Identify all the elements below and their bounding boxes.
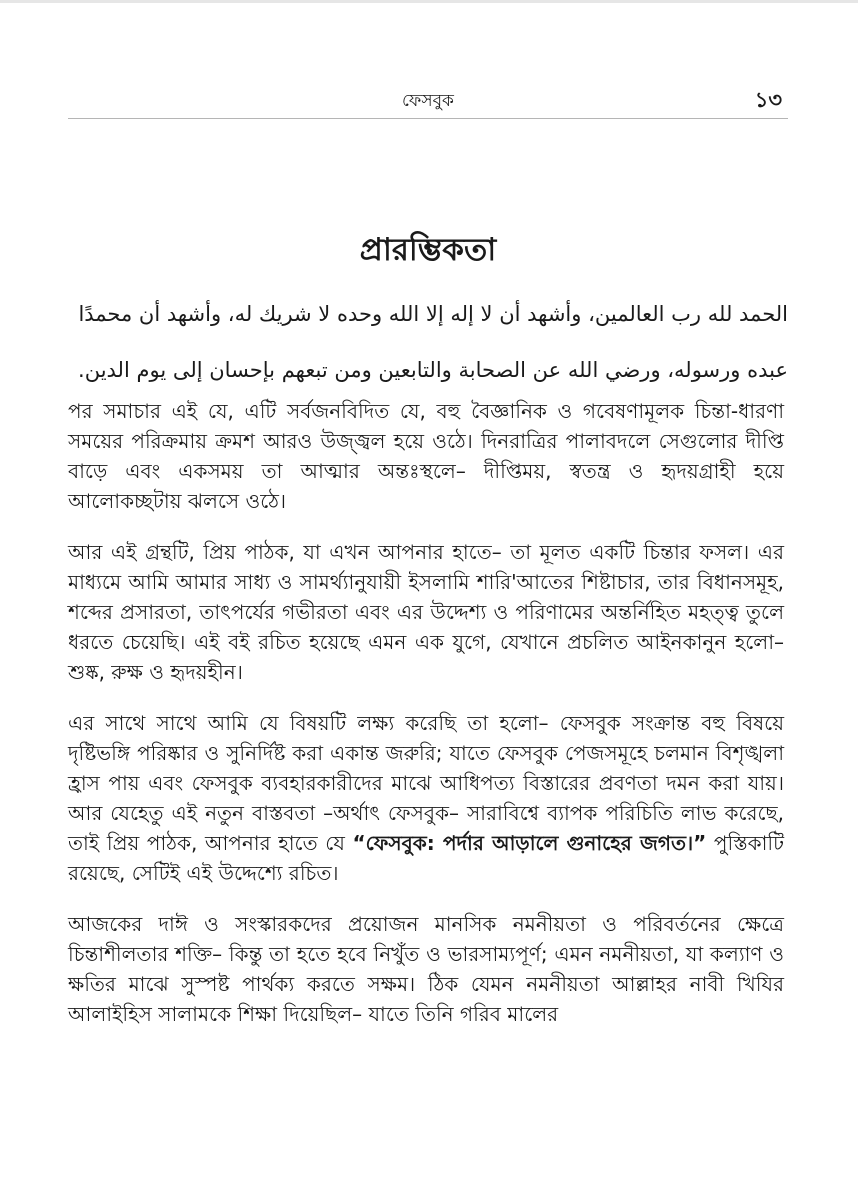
top-edge-line bbox=[0, 0, 858, 3]
arabic-line-2: عبده ورسوله، ورضي الله عن الصحابة والتابعين ومن تبعهم بإحسان إلى يوم الدين. bbox=[78, 358, 788, 382]
paragraph-4: আজকের দাঈ ও সংস্কারকদের প্রয়োজন মানসিক নমনীয়তা ও পরিবর্তনের ক্ষেত্রে চিন্তাশীলতার শক্তি– কিন্তু তা হতে হবে নিখুঁত ও ভারসাম্যপূর্ণ; এমন নমনীয়তা, যা কল্যাণ ও ক্ষতির মাঝে সুস্পষ্ট পার্থক্য করতে সক্ষম। ঠিক যেমন নমনীয়তা আল্লাহর নাবী খিযির আলাইহিস সালামকে শিক্ষা দিয়েছিল– যাতে তিনি গরিব মালের bbox=[68, 912, 784, 1026]
book-title-bold: “ফেসবুক: পর্দার আড়ালে গুনাহের জগত।” bbox=[352, 831, 707, 855]
paragraph-1: পর সমাচার এই যে, এটি সর্বজনবিদিত যে, বহু বৈজ্ঞানিক ও গবেষণামূলক চিন্তা-ধারণা সময়ের পরিক্রমায় ক্রমশ আরও উজ্জ্বল হয়ে ওঠে। দিনরাত্রির পালাবদলে সেগুলোর দীপ্তি বাড়ে এবং একসময় তা আত্মার অন্তঃস্থলে– দীপ্তিময়, স্বতন্ত্র ও হৃদয়গ্রাহী হয়ে আলোকচ্ছটায় ঝলসে ওঠে। bbox=[68, 399, 784, 513]
paragraph-3-text-end: পুস্তিকাটি রয়েছে, সেটিই এই উদ্দেশ্যে রচিত। bbox=[68, 831, 784, 885]
paragraph-2: আর এই গ্রন্থটি, প্রিয় পাঠক, যা এখন আপনার হাতে– তা মূলত একটি চিন্তার ফসল। এর মাধ্যমে আমি আমার সাধ্য ও সামর্থ্যানুযায়ী ইসলামি শারি'আতের শিষ্টাচার, তার বিধানসমূহ, শব্দের প্রসারতা, তাৎপর্যের গভীরতা এবং এর উদ্দেশ্য ও পরিণামের অন্তর্নিহিত মহত্ত্ব তুলে ধরতে চেয়েছি। এই বই রচিত হয়েছে এমন এক যুগে, যেখানে প্রচলিত আইনকানুন হলো– শুষ্ক, রুক্ষ ও হৃদয়হীন। bbox=[68, 540, 784, 684]
arabic-line-1: الحمد لله رب العالمين، وأشهد أن لا إله إلا الله وحده لا شريك له، وأشهد أن محمدًا bbox=[78, 302, 788, 326]
page-number: ১৩ bbox=[754, 88, 782, 112]
arabic-invocation bbox=[68, 286, 788, 398]
running-header bbox=[68, 84, 788, 119]
body-text bbox=[68, 396, 784, 1029]
chapter-title: প্রারম্ভিকতা bbox=[359, 232, 497, 268]
paragraph-3-text: এর সাথে সাথে আমি যে বিষয়টি লক্ষ্য করেছি তা হলো– ফেসবুক সংক্রান্ত বহু বিষয়ে দৃষ্টিভঙ্গি পরিষ্কার ও সুনির্দিষ্ট করা একান্ত জরুরি; যাতে ফেসবুক পেজসমূহে চলমান বিশৃঙ্খলা হ্রাস পায় এবং ফেসবুক ব্যবহারকারীদের মাঝে আধিপত্য বিস্তারের প্রবণতা দমন করা যায়। আর যেহেতু এই নতুন বাস্তবতা –অর্থাৎ ফেসবুক– সারাবিশ্বে ব্যাপক পরিচিতি লাভ করেছে, তাই প্রিয় পাঠক, আপনার হাতে যে bbox=[68, 711, 784, 855]
running-title: ফেসবুক bbox=[402, 91, 454, 111]
paragraph-3 bbox=[68, 708, 784, 888]
